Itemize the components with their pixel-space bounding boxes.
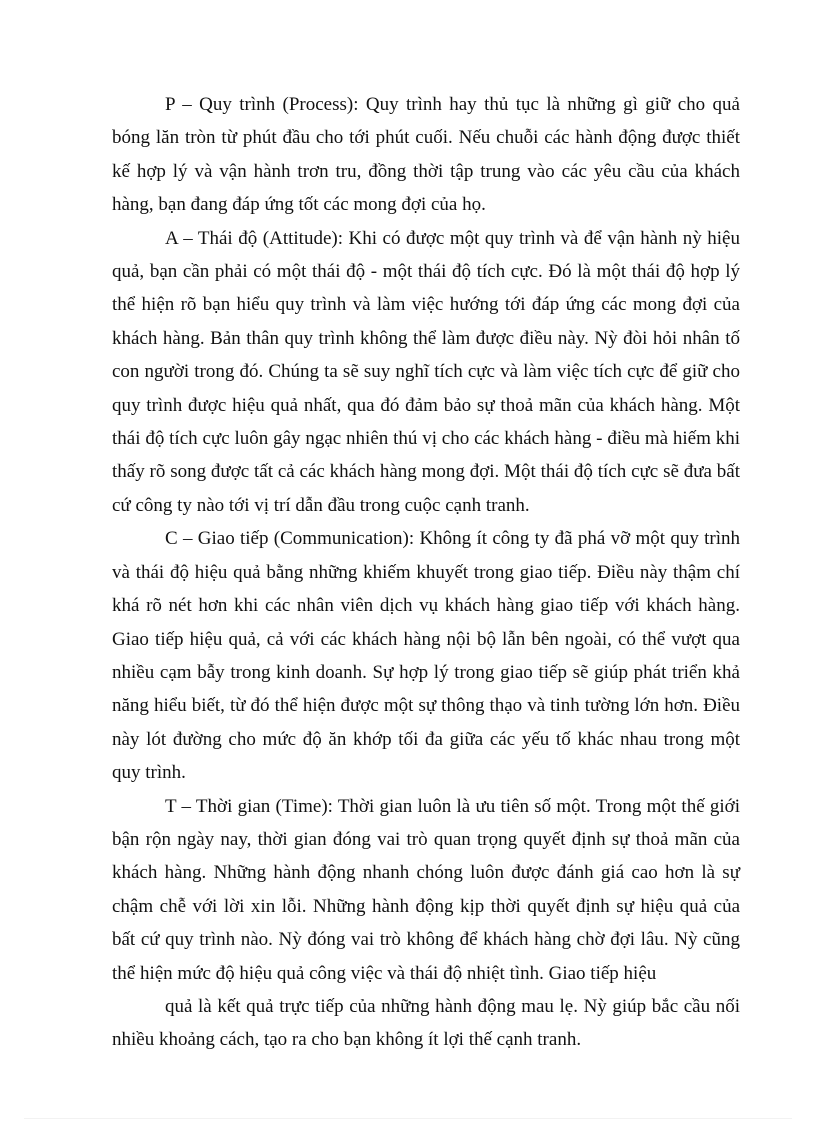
document-body [112, 88, 740, 1057]
page-bottom-divider [24, 1118, 792, 1119]
paragraph-time-continued: quả là kết quả trực tiếp của những hành động mau lẹ. Nỳ giúp bắc cầu nối nhiều khoảng cách, tạo ra cho bạn không ít lợi thế cạnh tranh. [112, 995, 740, 1051]
paragraph-attitude: A – Thái độ (Attitude): Khi có được một quy trình và để vận hành nỳ hiệu quả, bạn cần phải có một thái độ - một thái độ tích cực. Đó là một thái độ hợp lý thể hiện rõ bạn hiểu quy trình và làm việc hướng tới đáp ứng các mong đợi của khách hàng. Bản thân quy trình không thể làm được điều này. Nỳ đòi hỏi nhân tố con người trong đó. Chúng ta sẽ suy nghĩ tích cực và làm việc tích cực để giữ cho quy trình được hiệu quả nhất, qua đó đảm bảo sự thoả mãn của khách hàng. Một thái độ tích cực luôn gây ngạc nhiên thú vị cho các khách hàng - điều mà hiếm khi thấy rõ song được tất cả các khách hàng mong đợi. Một thái độ tích cực sẽ đưa bất cứ công ty nào tới vị trí dẫn đầu trong cuộc cạnh tranh. [112, 227, 740, 516]
paragraph-time: T – Thời gian (Time): Thời gian luôn là ưu tiên số một. Trong một thế giới bận rộn ngày nay, thời gian đóng vai trò quan trọng quyết định sự thoả mãn của khách hàng. Những hành động nhanh chóng luôn được đánh giá cao hơn là sự chậm chễ với lời xin lỗi. Những hành động kịp thời quyết định sự hiệu quả của bất cứ quy trình nào. Nỳ đóng vai trò không để khách hàng chờ đợi lâu. Nỳ cũng thể hiện mức độ hiệu quả công việc và thái độ nhiệt tình. Giao tiếp hiệu [112, 795, 740, 984]
paragraph-process: P – Quy trình (Process): Quy trình hay thủ tục là những gì giữ cho quả bóng lăn tròn từ phút đầu cho tới phút cuối. Nếu chuỗi các hành động được thiết kế hợp lý và vận hành trơn tru, đồng thời tập trung vào các yêu cầu của khách hàng, bạn đang đáp ứng tốt các mong đợi của họ. [112, 94, 740, 216]
paragraph-communication: C – Giao tiếp (Communication): Không ít công ty đã phá vỡ một quy trình và thái độ hiệu quả bằng những khiếm khuyết trong giao tiếp. Điều này thậm chí khá rõ nét hơn khi các nhân viên dịch vụ khách hàng giao tiếp với khách hàng. Giao tiếp hiệu quả, cả với các khách hàng nội bộ lẫn bên ngoài, có thể vượt qua nhiều cạm bẫy trong kinh doanh. Sự hợp lý trong giao tiếp sẽ giúp phát triển khả năng hiểu biết, từ đó thể hiện được một sự thông thạo và tinh tường lớn hơn. Điều này lót đường cho mức độ ăn khớp tối đa giữa các yếu tố khác nhau trong một quy trình. [112, 528, 740, 784]
